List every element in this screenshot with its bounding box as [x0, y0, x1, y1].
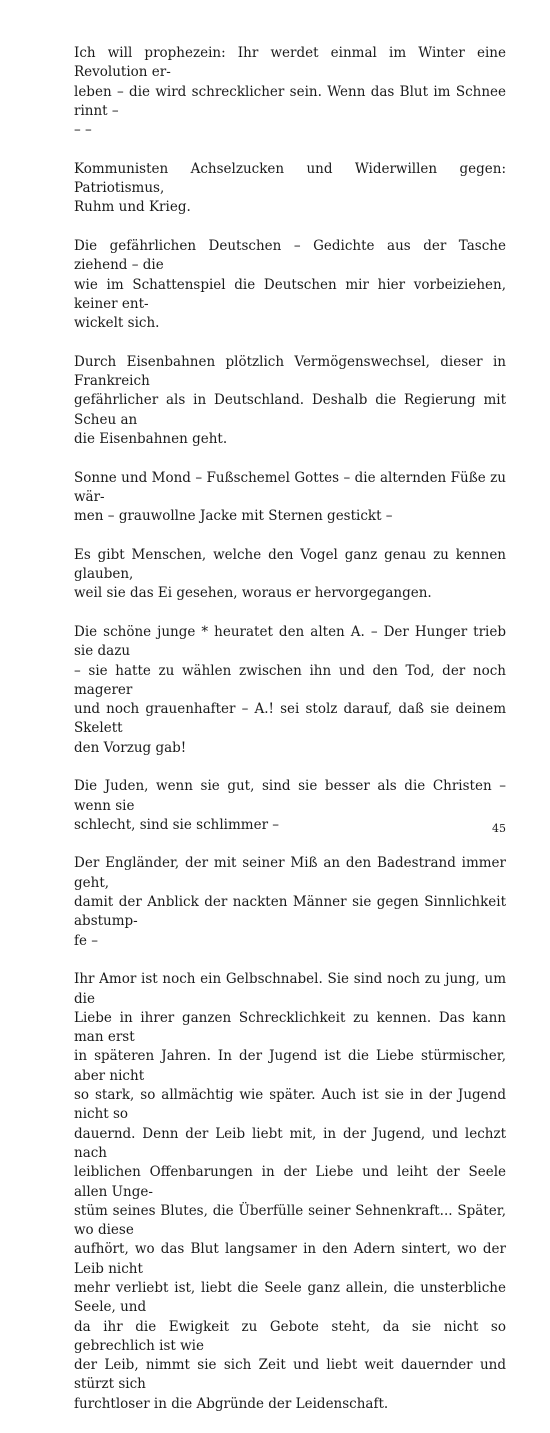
paragraph-amor: Ihr Amor ist noch ein Gelbschnabel. Sie sind noch zu jung, um die Liebe in ihrer ganzen Schrecklichkeit zu kennen. Das kann man erst in späteren Jahren. In der Jugend ist die Liebe stürmischer, aber nicht so stark, so allmächtig wie später. Auch ist sie in der Jugend nicht so dauernd. Denn der Leib liebt mit, in der Jugend, und lechzt nach leiblichen Offenbarungen in der Liebe und leiht der Seele allen Unge- stüm seines Blutes, die Überfülle seiner Sehnenkraft... Später, wo diese aufhört, wo das Blut langsamer in den Adern sintert, wo der Leib nicht mehr verliebt ist, liebt die Seele ganz allein, die unsterbliche Seele, und da ihr die Ewigkeit zu Gebote steht, da sie nicht so gebrechlich ist wie der Leib, nimmt sie sich Zeit und liebt weit dauernder und stürzt sich furchtloser in die Abgründe der Leidenschaft.	[74, 971, 506, 1412]
paragraph-kommunisten: Kommunisten Achselzucken und Widerwillen gegen: Patriotismus, Ruhm und Krieg.	[74, 160, 506, 216]
page-number: 45	[492, 822, 506, 835]
paragraph-deutschen: Die gefährlichen Deutschen – Gedichte aus der Tasche ziehend – die wie im Schattenspiel die Deutschen mir hier vorbeiziehen, keiner ent- wickelt sich.	[74, 237, 506, 332]
paragraph-juden: Die Juden, wenn sie gut, sind sie besser als die Christen – wenn sie schlecht, sind sie schlimmer –	[74, 778, 506, 833]
paragraph-vogel: Es gibt Menschen, welche den Vogel ganz genau zu kennen glauben, weil sie das Ei gesehen, woraus er hervorgegangen.	[74, 546, 506, 602]
body-text	[74, 44, 506, 1433]
paragraph-revolution: Ich will prophezein: Ihr werdet einmal im Winter eine Revolution er- leben – die wird schrecklicher sein. Wenn das Blut im Schnee rinnt – – –	[74, 45, 506, 139]
paragraph-sonne-mond: Sonne und Mond – Fußschemel Gottes – die alternden Füße zu wär- men – grauwollne Jacke mit Sternen gestickt –	[74, 469, 506, 525]
paragraph-schoene-junge: Die schöne junge * heuratet den alten A. – Der Hunger trieb sie dazu – sie hatte zu wählen zwischen ihn und den Tod, der noch magerer und noch grauenhafter – A.! sei stolz darauf, daß sie deinem Skelett den Vorzug gab!	[74, 623, 506, 756]
paragraph-eisenbahnen: Durch Eisenbahnen plötzlich Vermögenswechsel, dieser in Frankreich gefährlicher als in Deutschland. Deshalb die Regierung mit Scheu an die Eisenbahnen geht.	[74, 353, 506, 447]
paragraph-englaender: Der Engländer, der mit seiner Miß an den Badestrand immer geht, damit der Anblick der nackten Männer sie gegen Sinnlichkeit abstump- fe –	[74, 855, 506, 949]
